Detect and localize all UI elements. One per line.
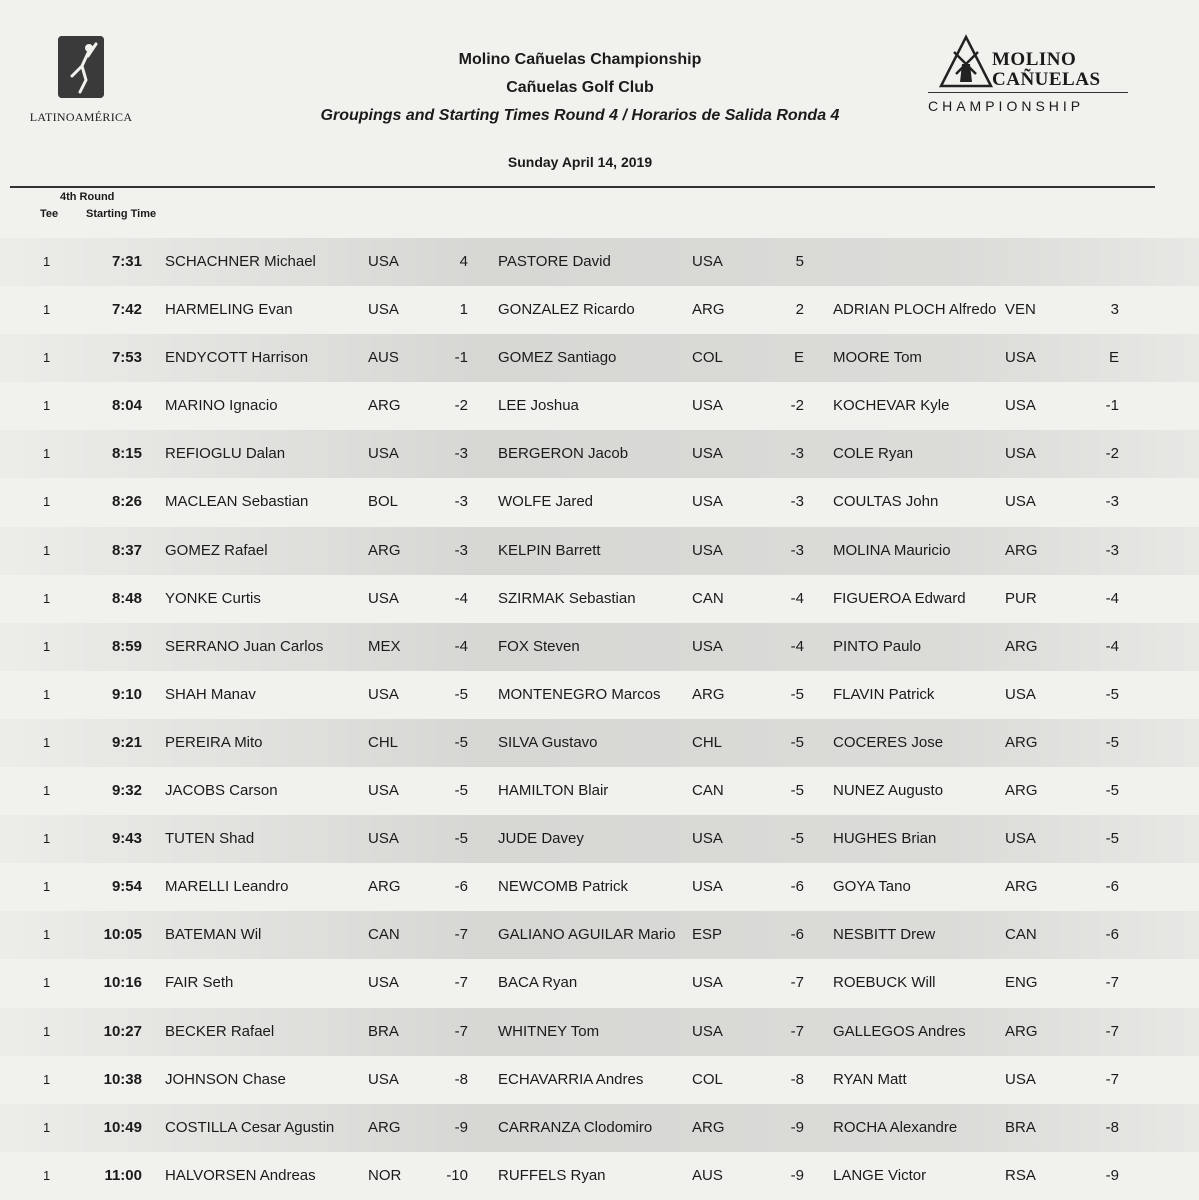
windmill-triangle-icon xyxy=(938,34,994,90)
player-3-name: NESBITT Drew xyxy=(833,926,936,944)
player-2-score: -5 xyxy=(790,782,804,800)
player-3-score: -8 xyxy=(1105,1118,1119,1136)
group-row xyxy=(0,334,1199,382)
starting-time-cell: 10:38 xyxy=(103,1070,142,1088)
starting-time-cell: 10:16 xyxy=(103,974,142,992)
player-3-score: -5 xyxy=(1105,733,1119,751)
player-1-country: AUS xyxy=(368,349,399,367)
player-1-country: USA xyxy=(368,445,399,463)
player-2-country: USA xyxy=(692,397,723,415)
player-1-country: ARG xyxy=(368,1118,401,1136)
tee-cell: 1 xyxy=(43,783,51,799)
player-1-score: -8 xyxy=(454,1070,468,1088)
player-3-country: RSA xyxy=(1005,1166,1036,1184)
groupings-table xyxy=(0,238,1199,1200)
player-1-country: CHL xyxy=(368,733,399,751)
group-row xyxy=(0,286,1199,334)
player-1-country: BOL xyxy=(368,493,399,511)
logo-divider xyxy=(928,92,1128,93)
group-row xyxy=(0,430,1199,478)
player-3-name: ROEBUCK Will xyxy=(833,974,936,992)
tee-cell: 1 xyxy=(43,494,51,510)
player-2-name: LEE Joshua xyxy=(498,397,579,415)
player-2-score: -9 xyxy=(790,1166,804,1184)
player-2-name: MONTENEGRO Marcos xyxy=(498,685,661,703)
header-divider xyxy=(10,186,1155,188)
player-3-name: MOLINA Mauricio xyxy=(833,541,951,559)
player-1-score: -4 xyxy=(454,637,468,655)
player-2-score: E xyxy=(793,349,804,367)
player-1-name: FAIR Seth xyxy=(165,974,234,992)
player-2-country: AUS xyxy=(692,1166,723,1184)
player-1-score: -3 xyxy=(454,541,468,559)
player-1-score: -5 xyxy=(454,733,468,751)
player-2-score: 5 xyxy=(795,253,804,270)
player-1-name: REFIOGLU Dalan xyxy=(165,445,286,463)
player-2-name: WOLFE Jared xyxy=(498,493,594,511)
player-3-score: -7 xyxy=(1105,974,1119,992)
player-3-score: -3 xyxy=(1105,541,1119,559)
player-1-country: USA xyxy=(368,253,399,270)
starting-time-cell: 8:04 xyxy=(111,397,142,415)
player-1-name: MARELLI Leandro xyxy=(165,878,289,896)
player-2-country: CAN xyxy=(692,589,724,607)
starting-time-cell: 9:10 xyxy=(111,685,142,703)
group-row xyxy=(0,1152,1199,1200)
starting-time-cell: 8:48 xyxy=(111,589,142,607)
player-2-country: USA xyxy=(692,878,723,896)
player-3-name: GOYA Tano xyxy=(833,878,911,896)
logo-word-molino: MOLINO xyxy=(992,49,1077,70)
player-1-country: USA xyxy=(368,589,399,607)
tee-cell: 1 xyxy=(43,831,51,847)
player-2-country: ARG xyxy=(692,301,725,319)
player-1-score: -10 xyxy=(446,1166,468,1184)
group-row xyxy=(0,527,1199,575)
player-1-score: -1 xyxy=(454,349,468,367)
group-row xyxy=(0,719,1199,767)
starting-time-cell: 11:00 xyxy=(104,1166,142,1184)
player-2-score: -8 xyxy=(790,1070,804,1088)
group-row xyxy=(0,1056,1199,1104)
player-2-name: CARRANZA Clodomiro xyxy=(498,1118,653,1136)
player-2-country: ARG xyxy=(692,1118,725,1136)
player-2-name: FOX Steven xyxy=(498,637,580,655)
player-2-score: -3 xyxy=(790,541,804,559)
player-3-country: ARG xyxy=(1005,733,1038,751)
player-1-name: TUTEN Shad xyxy=(165,830,255,848)
player-3-country: USA xyxy=(1005,397,1036,415)
player-2-country: USA xyxy=(692,637,723,655)
player-1-name: COSTILLA Cesar Agustin xyxy=(165,1118,335,1136)
player-1-name: JACOBS Carson xyxy=(165,782,278,800)
group-row xyxy=(0,863,1199,911)
group-row xyxy=(0,382,1199,430)
player-2-score: -7 xyxy=(790,974,804,992)
player-2-score: -6 xyxy=(790,878,804,896)
tee-column-heading: Tee xyxy=(40,208,59,220)
player-2-name: BERGERON Jacob xyxy=(498,445,629,463)
player-2-score: -3 xyxy=(790,493,804,511)
player-3-score: -6 xyxy=(1105,878,1119,896)
player-3-country: VEN xyxy=(1005,301,1036,319)
starting-time-cell: 10:49 xyxy=(103,1118,142,1136)
player-2-name: KELPIN Barrett xyxy=(498,541,601,559)
player-1-score: 4 xyxy=(459,253,468,270)
player-1-name: YONKE Curtis xyxy=(165,589,261,607)
player-2-score: -2 xyxy=(790,397,804,415)
player-1-score: -5 xyxy=(454,685,468,703)
starting-time-cell: 9:54 xyxy=(111,878,142,896)
starting-time-cell: 8:37 xyxy=(111,541,142,559)
player-1-country: ARG xyxy=(368,541,401,559)
logo-word-championship: CHAMPIONSHIP xyxy=(928,98,1085,114)
logo-word-canuelas: CAÑUELAS xyxy=(992,69,1101,90)
document-title xyxy=(250,46,910,170)
player-2-score: -3 xyxy=(790,445,804,463)
player-1-country: ARG xyxy=(368,878,401,896)
player-1-score: -5 xyxy=(454,830,468,848)
player-2-name: BACA Ryan xyxy=(498,974,578,992)
group-row xyxy=(0,623,1199,671)
player-2-score: -5 xyxy=(790,830,804,848)
player-3-country: CAN xyxy=(1005,926,1037,944)
player-1-name: HALVORSEN Andreas xyxy=(165,1166,316,1184)
player-1-name: SHAH Manav xyxy=(165,685,256,703)
player-3-name: ROCHA Alexandre xyxy=(833,1118,958,1136)
player-3-name: HUGHES Brian xyxy=(833,830,937,848)
player-3-name: COLE Ryan xyxy=(833,445,914,463)
player-1-country: USA xyxy=(368,974,399,992)
player-1-name: BATEMAN Wil xyxy=(165,926,262,944)
player-1-score: -7 xyxy=(454,926,468,944)
player-3-name: FIGUEROA Edward xyxy=(833,589,966,607)
player-3-name: LANGE Victor xyxy=(833,1166,927,1184)
player-3-name: ADRIAN PLOCH Alfredo xyxy=(833,301,997,319)
player-3-name: GALLEGOS Andres xyxy=(833,1022,966,1040)
player-2-score: 2 xyxy=(795,301,804,319)
player-1-country: USA xyxy=(368,782,399,800)
player-3-country: ARG xyxy=(1005,541,1038,559)
player-1-score: -7 xyxy=(454,1022,468,1040)
player-1-name: JOHNSON Chase xyxy=(165,1070,286,1088)
player-2-score: -4 xyxy=(790,637,804,655)
player-3-country: ARG xyxy=(1005,782,1038,800)
player-3-country: USA xyxy=(1005,1070,1036,1088)
player-2-country: ARG xyxy=(692,685,725,703)
player-1-name: BECKER Rafael xyxy=(165,1022,275,1040)
player-1-country: ARG xyxy=(368,397,401,415)
player-1-name: SCHACHNER Michael xyxy=(165,253,316,270)
player-3-score: -1 xyxy=(1105,397,1119,415)
player-3-country: USA xyxy=(1005,685,1036,703)
player-2-country: CHL xyxy=(692,733,723,751)
player-2-country: USA xyxy=(692,541,723,559)
player-3-score: -6 xyxy=(1105,926,1119,944)
tee-cell: 1 xyxy=(43,254,51,269)
tee-cell: 1 xyxy=(43,638,51,654)
player-1-name: MARINO Ignacio xyxy=(165,397,278,415)
player-2-name: SZIRMAK Sebastian xyxy=(498,589,636,607)
starting-time-cell: 9:21 xyxy=(111,733,142,751)
group-row xyxy=(0,959,1199,1007)
player-3-name: FLAVIN Patrick xyxy=(833,685,935,703)
player-1-score: -9 xyxy=(454,1118,468,1136)
player-1-country: USA xyxy=(368,685,399,703)
player-3-score: -7 xyxy=(1105,1022,1119,1040)
player-3-score: -5 xyxy=(1105,782,1119,800)
starting-time-cell: 9:43 xyxy=(111,830,142,848)
player-1-score: -6 xyxy=(454,878,468,896)
tee-cell: 1 xyxy=(43,350,51,366)
player-1-country: NOR xyxy=(368,1166,402,1184)
player-2-name: PASTORE David xyxy=(498,253,611,270)
player-2-name: ECHAVARRIA Andres xyxy=(498,1070,644,1088)
player-2-country: USA xyxy=(692,1022,723,1040)
starting-time-cell: 7:53 xyxy=(111,349,142,367)
player-1-name: GOMEZ Rafael xyxy=(165,541,268,559)
player-1-name: PEREIRA Mito xyxy=(165,733,263,751)
player-3-name: PINTO Paulo xyxy=(833,637,922,655)
player-1-country: USA xyxy=(368,830,399,848)
player-3-country: ENG xyxy=(1005,974,1038,992)
player-1-score: -4 xyxy=(454,589,468,607)
player-2-country: USA xyxy=(692,830,723,848)
player-3-score: 3 xyxy=(1110,301,1119,319)
player-3-name: KOCHEVAR Kyle xyxy=(833,397,950,415)
tee-cell: 1 xyxy=(43,975,51,991)
player-3-score: -5 xyxy=(1105,830,1119,848)
player-3-name: NUNEZ Augusto xyxy=(833,782,944,800)
player-3-country: PUR xyxy=(1005,589,1037,607)
player-1-name: MACLEAN Sebastian xyxy=(165,493,309,511)
group-row xyxy=(0,911,1199,959)
group-row xyxy=(0,1008,1199,1056)
player-2-name: NEWCOMB Patrick xyxy=(498,878,629,896)
player-1-score: -7 xyxy=(454,974,468,992)
player-2-score: -9 xyxy=(790,1118,804,1136)
starting-time-column-heading: Starting Time xyxy=(86,208,157,220)
tee-cell: 1 xyxy=(43,686,51,702)
logo-wordmark xyxy=(992,50,1101,90)
player-3-name: MOORE Tom xyxy=(833,349,922,367)
player-1-country: MEX xyxy=(368,637,401,655)
player-2-name: SILVA Gustavo xyxy=(498,733,598,751)
player-3-country: USA xyxy=(1005,830,1036,848)
player-3-country: BRA xyxy=(1005,1118,1036,1136)
player-2-name: JUDE Davey xyxy=(498,830,584,848)
tee-cell: 1 xyxy=(43,1167,51,1183)
starting-time-cell: 8:59 xyxy=(111,637,142,655)
tee-cell: 1 xyxy=(43,542,51,558)
round-heading: 4th Round xyxy=(60,191,115,203)
logo-label: LATINOAMÉRICA xyxy=(29,110,133,124)
player-2-country: USA xyxy=(692,974,723,992)
starting-time-cell: 8:26 xyxy=(111,493,142,511)
tee-cell: 1 xyxy=(43,1071,51,1087)
player-2-country: CAN xyxy=(692,782,724,800)
player-1-country: USA xyxy=(368,301,399,319)
starting-time-cell: 7:31 xyxy=(111,253,142,270)
player-3-score: -9 xyxy=(1105,1166,1119,1184)
tee-cell: 1 xyxy=(43,879,51,895)
player-2-country: USA xyxy=(692,253,723,270)
sheet-subtitle: Groupings and Starting Times Round 4 / Horarios de Salida Ronda 4 xyxy=(320,107,840,124)
group-row xyxy=(0,671,1199,719)
player-2-country: COL xyxy=(692,349,723,367)
player-1-score: -5 xyxy=(454,782,468,800)
player-3-country: ARG xyxy=(1005,878,1038,896)
tee-cell: 1 xyxy=(43,398,51,414)
player-2-score: -5 xyxy=(790,733,804,751)
tee-cell: 1 xyxy=(43,1119,51,1135)
player-1-country: BRA xyxy=(368,1022,399,1040)
player-1-score: -2 xyxy=(454,397,468,415)
player-2-score: -7 xyxy=(790,1022,804,1040)
player-1-name: SERRANO Juan Carlos xyxy=(165,637,324,655)
player-3-country: USA xyxy=(1005,493,1036,511)
player-3-score: -7 xyxy=(1105,1070,1119,1088)
player-2-country: USA xyxy=(692,445,723,463)
player-1-score: -3 xyxy=(454,445,468,463)
player-3-name: COCERES Jose xyxy=(833,733,944,751)
player-3-score: -5 xyxy=(1105,685,1119,703)
round-date: Sunday April 14, 2019 xyxy=(507,154,653,170)
player-1-score: -3 xyxy=(454,493,468,511)
player-2-name: HAMILTON Blair xyxy=(498,782,609,800)
player-3-country: ARG xyxy=(1005,637,1038,655)
tee-cell: 1 xyxy=(43,1023,51,1039)
group-row xyxy=(0,1104,1199,1152)
tee-cell: 1 xyxy=(43,590,51,606)
player-3-score: E xyxy=(1108,349,1119,367)
player-2-name: GOMEZ Santiago xyxy=(498,349,617,367)
player-2-country: USA xyxy=(692,493,723,511)
pga-tour-latinoamerica-logo xyxy=(26,36,136,125)
tee-cell: 1 xyxy=(43,927,51,943)
group-row xyxy=(0,767,1199,815)
pga-tour-logo-icon xyxy=(58,36,104,98)
player-3-score: -4 xyxy=(1105,637,1119,655)
player-2-name: RUFFELS Ryan xyxy=(498,1166,606,1184)
player-1-score: 1 xyxy=(459,301,468,319)
group-row xyxy=(0,815,1199,863)
player-1-country: CAN xyxy=(368,926,400,944)
group-row xyxy=(0,478,1199,526)
player-2-score: -5 xyxy=(790,685,804,703)
player-3-score: -4 xyxy=(1105,589,1119,607)
venue-name: Cañuelas Golf Club xyxy=(506,79,654,96)
tee-cell: 1 xyxy=(43,302,51,318)
player-3-country: USA xyxy=(1005,445,1036,463)
starting-time-cell: 10:27 xyxy=(103,1022,142,1040)
player-1-name: ENDYCOTT Harrison xyxy=(165,349,309,367)
player-2-score: -6 xyxy=(790,926,804,944)
group-row xyxy=(0,238,1199,286)
starting-time-cell: 7:42 xyxy=(111,301,142,319)
starting-time-cell: 9:32 xyxy=(111,782,142,800)
player-1-name: HARMELING Evan xyxy=(165,301,293,319)
group-row xyxy=(0,575,1199,623)
tee-cell: 1 xyxy=(43,446,51,462)
player-2-name: GALIANO AGUILAR Mario xyxy=(498,926,676,944)
player-2-country: ESP xyxy=(692,926,723,944)
player-3-score: -2 xyxy=(1105,445,1119,463)
player-3-country: ARG xyxy=(1005,1022,1038,1040)
player-2-score: -4 xyxy=(790,589,804,607)
starting-time-cell: 8:15 xyxy=(111,445,142,463)
tee-cell: 1 xyxy=(43,734,51,750)
player-2-country: COL xyxy=(692,1070,723,1088)
starting-time-cell: 10:05 xyxy=(103,926,142,944)
player-3-name: COULTAS John xyxy=(833,493,939,511)
player-3-country: USA xyxy=(1005,349,1036,367)
tournament-name: Molino Cañuelas Championship xyxy=(458,51,702,68)
player-2-name: GONZALEZ Ricardo xyxy=(498,301,635,319)
player-2-name: WHITNEY Tom xyxy=(498,1022,600,1040)
player-3-score: -3 xyxy=(1105,493,1119,511)
player-3-name: RYAN Matt xyxy=(833,1070,907,1088)
player-1-country: USA xyxy=(368,1070,399,1088)
